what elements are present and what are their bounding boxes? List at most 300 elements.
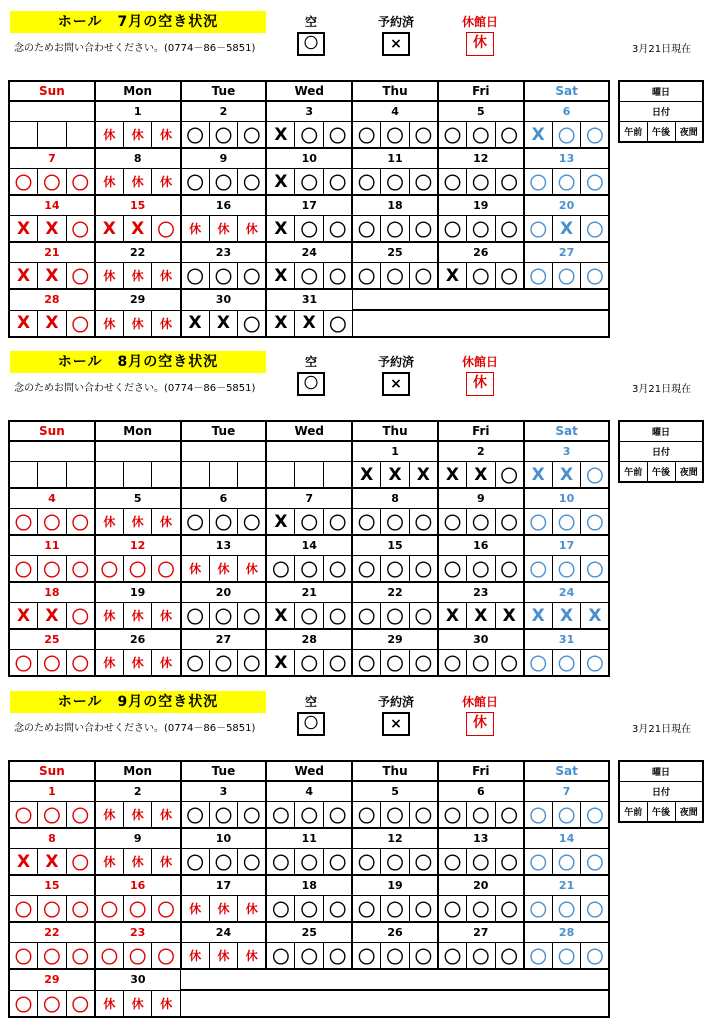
date-cell: 12 bbox=[438, 148, 524, 169]
slot-status bbox=[66, 122, 95, 149]
slot-status bbox=[266, 462, 295, 489]
slot-status: 〇 bbox=[9, 802, 38, 829]
date-cell bbox=[524, 969, 610, 990]
slot-status: 休 bbox=[123, 122, 152, 149]
date-cell: 7 bbox=[524, 781, 610, 802]
key-night: 夜間 bbox=[675, 802, 703, 823]
slot-status: 休 bbox=[123, 990, 152, 1017]
slot-status: 〇 bbox=[581, 216, 610, 243]
date-cell: 13 bbox=[181, 535, 267, 556]
slot-status: X bbox=[38, 216, 67, 243]
legend-symbol-box: 休 bbox=[466, 32, 494, 56]
slot-status: X bbox=[266, 310, 295, 337]
calendar-grid bbox=[8, 420, 610, 677]
date-cell: 18 bbox=[266, 875, 352, 896]
slot-status: 〇 bbox=[381, 509, 410, 536]
slot-status: 〇 bbox=[181, 122, 210, 149]
date-cell: 12 bbox=[95, 535, 181, 556]
legend-label: 休館日 bbox=[461, 355, 498, 369]
slot-status: 〇 bbox=[381, 556, 410, 583]
slot-status: 〇 bbox=[209, 650, 238, 677]
slot-status: X bbox=[581, 603, 610, 630]
slot-status: 〇 bbox=[581, 263, 610, 290]
slot-status: 〇 bbox=[209, 603, 238, 630]
legend-label: 予約済 bbox=[377, 355, 414, 369]
slot-status: X bbox=[524, 603, 553, 630]
slot-status: 〇 bbox=[552, 556, 581, 583]
slot-status: 〇 bbox=[95, 556, 124, 583]
slot-status: 〇 bbox=[38, 509, 67, 536]
date-cell: 15 bbox=[352, 535, 438, 556]
date-cell: 5 bbox=[352, 781, 438, 802]
slot-status: 休 bbox=[123, 310, 152, 337]
slot-status: 〇 bbox=[295, 650, 324, 677]
date-cell: 21 bbox=[524, 875, 610, 896]
slot-status: 〇 bbox=[524, 896, 553, 923]
empty-cell bbox=[409, 990, 438, 1017]
month-title: ホール 8月の空き状況 bbox=[10, 351, 266, 373]
slot-status: 〇 bbox=[552, 509, 581, 536]
slot-status: 〇 bbox=[66, 310, 95, 337]
date-cell: 20 bbox=[438, 875, 524, 896]
slot-status: X bbox=[409, 462, 438, 489]
slot-status: 〇 bbox=[352, 896, 381, 923]
date-cell: 22 bbox=[352, 582, 438, 603]
slot-status: 〇 bbox=[467, 849, 496, 876]
date-cell: 1 bbox=[352, 441, 438, 462]
slot-status: 〇 bbox=[9, 943, 38, 970]
legend-symbol-box: 〇 bbox=[297, 372, 325, 396]
slot-status bbox=[181, 462, 210, 489]
slot-status bbox=[66, 462, 95, 489]
date-cell: 4 bbox=[9, 488, 95, 509]
date-cell: 15 bbox=[9, 875, 95, 896]
date-cell: 3 bbox=[266, 101, 352, 122]
slot-status: 〇 bbox=[181, 849, 210, 876]
weekday-header: Thu bbox=[352, 761, 438, 781]
slot-status: 〇 bbox=[38, 802, 67, 829]
slot-status: 〇 bbox=[438, 169, 467, 196]
slot-status bbox=[238, 462, 267, 489]
slot-status: 〇 bbox=[495, 896, 524, 923]
slot-status: 〇 bbox=[66, 990, 95, 1017]
key-am: 午前 bbox=[619, 802, 647, 823]
slot-status: 休 bbox=[152, 603, 181, 630]
date-cell: 9 bbox=[438, 488, 524, 509]
empty-cell bbox=[238, 990, 267, 1017]
slot-status: X bbox=[524, 122, 553, 149]
slot-status: 〇 bbox=[438, 216, 467, 243]
date-cell: 30 bbox=[95, 969, 181, 990]
slot-status: 〇 bbox=[438, 509, 467, 536]
slot-status: 〇 bbox=[409, 556, 438, 583]
date-cell: 27 bbox=[524, 242, 610, 263]
date-cell: 29 bbox=[95, 289, 181, 310]
as-of-date: 3月21日現在 bbox=[632, 724, 692, 735]
slot-status: 〇 bbox=[38, 990, 67, 1017]
date-cell: 31 bbox=[266, 289, 352, 310]
date-cell: 27 bbox=[181, 629, 267, 650]
slot-status: 〇 bbox=[295, 122, 324, 149]
slot-status: 〇 bbox=[381, 650, 410, 677]
calendar-grid bbox=[8, 760, 610, 1018]
slot-status: 〇 bbox=[381, 169, 410, 196]
slot-status: 休 bbox=[95, 509, 124, 536]
weekday-header: Thu bbox=[352, 421, 438, 441]
date-cell: 29 bbox=[9, 969, 95, 990]
slot-status: 〇 bbox=[352, 603, 381, 630]
slot-status: 〇 bbox=[581, 896, 610, 923]
slot-status: 〇 bbox=[324, 556, 353, 583]
slot-status: X bbox=[266, 263, 295, 290]
slot-status: 〇 bbox=[266, 802, 295, 829]
slot-status bbox=[9, 462, 38, 489]
weekday-header: Fri bbox=[438, 761, 524, 781]
key-pm: 午後 bbox=[647, 462, 675, 483]
slot-status: 〇 bbox=[467, 802, 496, 829]
weekday-header: Sat bbox=[524, 421, 610, 441]
slot-status: 〇 bbox=[552, 263, 581, 290]
contact-note: 念のためお問い合わせください。(0774－86－5851) bbox=[14, 383, 256, 394]
slot-status: 〇 bbox=[38, 169, 67, 196]
slot-status: 〇 bbox=[152, 943, 181, 970]
key-date: 日付 bbox=[619, 102, 703, 122]
slot-status: 〇 bbox=[209, 849, 238, 876]
date-cell: 30 bbox=[438, 629, 524, 650]
legend-symbol-box: × bbox=[382, 712, 410, 736]
date-cell: 19 bbox=[95, 582, 181, 603]
date-cell bbox=[524, 289, 610, 310]
slot-status: 〇 bbox=[181, 802, 210, 829]
date-cell: 11 bbox=[266, 828, 352, 849]
slot-status: 〇 bbox=[352, 263, 381, 290]
slot-status: 〇 bbox=[324, 849, 353, 876]
slot-status: 〇 bbox=[524, 169, 553, 196]
slot-status: X bbox=[266, 509, 295, 536]
slot-status: 〇 bbox=[552, 943, 581, 970]
date-cell: 23 bbox=[438, 582, 524, 603]
slot-status: 〇 bbox=[409, 169, 438, 196]
date-cell: 4 bbox=[266, 781, 352, 802]
slot-status: 〇 bbox=[324, 509, 353, 536]
weekday-header: Wed bbox=[266, 761, 352, 781]
slot-status: X bbox=[266, 216, 295, 243]
slot-status: 休 bbox=[209, 943, 238, 970]
date-cell: 31 bbox=[524, 629, 610, 650]
slot-status: 〇 bbox=[66, 603, 95, 630]
slot-status: 〇 bbox=[9, 990, 38, 1017]
empty-cell bbox=[352, 310, 381, 337]
date-cell: 14 bbox=[266, 535, 352, 556]
date-cell: 3 bbox=[524, 441, 610, 462]
slot-status bbox=[38, 122, 67, 149]
slot-status: 休 bbox=[95, 310, 124, 337]
slot-status: 休 bbox=[95, 169, 124, 196]
weekday-header: Sun bbox=[9, 81, 95, 101]
legend-symbol-box: 休 bbox=[466, 712, 494, 736]
as-of-date: 3月21日現在 bbox=[632, 384, 692, 395]
date-cell: 6 bbox=[181, 488, 267, 509]
slot-status: 〇 bbox=[581, 650, 610, 677]
slot-status: 〇 bbox=[581, 943, 610, 970]
slot-status: 〇 bbox=[152, 556, 181, 583]
slot-status: 〇 bbox=[467, 216, 496, 243]
empty-cell bbox=[181, 990, 210, 1017]
slot-status: 〇 bbox=[381, 943, 410, 970]
key-date: 日付 bbox=[619, 782, 703, 802]
slot-status: X bbox=[38, 310, 67, 337]
key-pm: 午後 bbox=[647, 802, 675, 823]
contact-note: 念のためお問い合わせください。(0774－86－5851) bbox=[14, 723, 256, 734]
weekday-header: Tue bbox=[181, 761, 267, 781]
slot-status: 〇 bbox=[295, 556, 324, 583]
slot-status: X bbox=[38, 849, 67, 876]
slot-status: 〇 bbox=[524, 802, 553, 829]
slot-status: 〇 bbox=[238, 802, 267, 829]
date-cell bbox=[438, 969, 524, 990]
slot-status: 〇 bbox=[295, 509, 324, 536]
date-cell: 16 bbox=[95, 875, 181, 896]
date-cell: 26 bbox=[352, 922, 438, 943]
weekday-header: Sat bbox=[524, 761, 610, 781]
slot-status: 休 bbox=[123, 650, 152, 677]
slot-status: 休 bbox=[181, 556, 210, 583]
date-cell bbox=[95, 441, 181, 462]
slot-status: 〇 bbox=[9, 896, 38, 923]
date-cell: 3 bbox=[181, 781, 267, 802]
weekday-header: Wed bbox=[266, 421, 352, 441]
empty-cell bbox=[438, 990, 467, 1017]
slot-status: 〇 bbox=[524, 216, 553, 243]
month-section bbox=[0, 0, 716, 336]
empty-cell bbox=[438, 310, 467, 337]
slot-status: 〇 bbox=[467, 556, 496, 583]
weekday-header: Fri bbox=[438, 421, 524, 441]
date-cell: 29 bbox=[352, 629, 438, 650]
slot-status: 〇 bbox=[266, 943, 295, 970]
slot-status: 〇 bbox=[295, 216, 324, 243]
slot-status: X bbox=[295, 310, 324, 337]
empty-cell bbox=[381, 310, 410, 337]
key-am: 午前 bbox=[619, 122, 647, 143]
slot-status: X bbox=[95, 216, 124, 243]
slot-status: 〇 bbox=[238, 603, 267, 630]
date-cell: 25 bbox=[9, 629, 95, 650]
slot-status: 〇 bbox=[438, 943, 467, 970]
date-cell: 28 bbox=[524, 922, 610, 943]
slot-status: 〇 bbox=[123, 943, 152, 970]
date-cell: 4 bbox=[352, 101, 438, 122]
date-cell: 8 bbox=[9, 828, 95, 849]
slot-status: 〇 bbox=[438, 896, 467, 923]
date-cell: 7 bbox=[9, 148, 95, 169]
slot-status: X bbox=[9, 849, 38, 876]
date-cell bbox=[266, 441, 352, 462]
calendar-grid bbox=[8, 80, 610, 338]
slot-status: 〇 bbox=[524, 263, 553, 290]
slot-status: 〇 bbox=[352, 556, 381, 583]
slot-status: 〇 bbox=[467, 122, 496, 149]
date-cell: 10 bbox=[524, 488, 610, 509]
slot-status: 〇 bbox=[495, 169, 524, 196]
date-cell: 9 bbox=[181, 148, 267, 169]
date-cell: 16 bbox=[181, 195, 267, 216]
slot-status: 〇 bbox=[438, 556, 467, 583]
slot-status: X bbox=[123, 216, 152, 243]
slot-status: 〇 bbox=[495, 122, 524, 149]
month-title: ホール 7月の空き状況 bbox=[10, 11, 266, 33]
slot-status: 〇 bbox=[581, 556, 610, 583]
slot-status: 〇 bbox=[238, 122, 267, 149]
weekday-header: Sun bbox=[9, 421, 95, 441]
slot-status: 〇 bbox=[295, 896, 324, 923]
slot-status: 〇 bbox=[495, 943, 524, 970]
slot-status: 〇 bbox=[181, 169, 210, 196]
empty-cell bbox=[467, 310, 496, 337]
slot-status: 〇 bbox=[381, 122, 410, 149]
date-cell: 26 bbox=[438, 242, 524, 263]
slot-status: 〇 bbox=[66, 556, 95, 583]
slot-status: X bbox=[266, 169, 295, 196]
key-day: 曜日 bbox=[619, 81, 703, 102]
key-night: 夜間 bbox=[675, 122, 703, 143]
empty-cell bbox=[295, 990, 324, 1017]
slot-status: 休 bbox=[238, 556, 267, 583]
slot-status: 〇 bbox=[95, 943, 124, 970]
slot-status: 〇 bbox=[9, 509, 38, 536]
date-cell: 19 bbox=[352, 875, 438, 896]
slot-status: 〇 bbox=[409, 603, 438, 630]
slot-status: 〇 bbox=[409, 509, 438, 536]
slot-status bbox=[295, 462, 324, 489]
slot-status: 〇 bbox=[524, 556, 553, 583]
slot-status: 〇 bbox=[324, 896, 353, 923]
slot-status: 休 bbox=[95, 990, 124, 1017]
legend-label: 休館日 bbox=[461, 15, 498, 29]
slot-status: 休 bbox=[209, 556, 238, 583]
slot-status bbox=[123, 462, 152, 489]
slot-status: 〇 bbox=[66, 216, 95, 243]
slot-status: 〇 bbox=[152, 896, 181, 923]
slot-status: 休 bbox=[123, 509, 152, 536]
slot-status: 休 bbox=[123, 802, 152, 829]
date-cell: 8 bbox=[95, 148, 181, 169]
slot-status: 〇 bbox=[581, 122, 610, 149]
empty-cell bbox=[209, 990, 238, 1017]
slot-status: 〇 bbox=[324, 216, 353, 243]
slot-status: 〇 bbox=[495, 462, 524, 489]
weekday-header: Tue bbox=[181, 421, 267, 441]
slot-status: 〇 bbox=[324, 650, 353, 677]
slot-status: 〇 bbox=[238, 849, 267, 876]
slot-status: X bbox=[38, 603, 67, 630]
slot-status: X bbox=[266, 122, 295, 149]
slot-status: X bbox=[9, 216, 38, 243]
slot-status: 〇 bbox=[324, 310, 353, 337]
date-cell: 24 bbox=[524, 582, 610, 603]
slot-status bbox=[152, 462, 181, 489]
date-cell: 24 bbox=[181, 922, 267, 943]
slot-status: 休 bbox=[152, 802, 181, 829]
month-section bbox=[0, 340, 716, 675]
empty-cell bbox=[467, 990, 496, 1017]
slot-status: 〇 bbox=[552, 802, 581, 829]
slot-status: 〇 bbox=[9, 169, 38, 196]
slot-status: 〇 bbox=[295, 849, 324, 876]
slot-status: 〇 bbox=[266, 556, 295, 583]
slot-status: 休 bbox=[95, 650, 124, 677]
legend-label: 予約済 bbox=[377, 695, 414, 709]
slot-status: 〇 bbox=[495, 650, 524, 677]
slot-status: 〇 bbox=[295, 169, 324, 196]
date-cell: 6 bbox=[438, 781, 524, 802]
date-cell: 5 bbox=[95, 488, 181, 509]
slot-status: X bbox=[467, 603, 496, 630]
slot-status: 〇 bbox=[266, 896, 295, 923]
date-cell: 22 bbox=[95, 242, 181, 263]
slot-status: 〇 bbox=[324, 603, 353, 630]
empty-cell bbox=[524, 310, 553, 337]
slot-status: 〇 bbox=[552, 849, 581, 876]
slot-status: 〇 bbox=[66, 943, 95, 970]
slot-status: 〇 bbox=[66, 896, 95, 923]
slot-status: 休 bbox=[95, 263, 124, 290]
slot-status: 休 bbox=[95, 122, 124, 149]
slot-status: 〇 bbox=[181, 603, 210, 630]
slot-status: 休 bbox=[123, 169, 152, 196]
date-cell: 27 bbox=[438, 922, 524, 943]
slot-status: 〇 bbox=[295, 943, 324, 970]
slot-status: 〇 bbox=[467, 263, 496, 290]
slot-status: 〇 bbox=[324, 943, 353, 970]
slot-status: 〇 bbox=[409, 802, 438, 829]
date-cell: 19 bbox=[438, 195, 524, 216]
slot-status bbox=[9, 122, 38, 149]
slot-status: 〇 bbox=[552, 896, 581, 923]
legend-key bbox=[618, 80, 704, 143]
legend-label: 空 bbox=[304, 695, 317, 709]
slot-status: 〇 bbox=[495, 556, 524, 583]
date-cell: 10 bbox=[181, 828, 267, 849]
key-day: 曜日 bbox=[619, 421, 703, 442]
slot-status: 〇 bbox=[352, 650, 381, 677]
slot-status: X bbox=[266, 650, 295, 677]
slot-status: 〇 bbox=[524, 650, 553, 677]
slot-status: 〇 bbox=[123, 556, 152, 583]
slot-status: 〇 bbox=[581, 802, 610, 829]
slot-status: 〇 bbox=[581, 462, 610, 489]
date-cell: 11 bbox=[9, 535, 95, 556]
legend-symbol-box: × bbox=[382, 372, 410, 396]
month-section bbox=[0, 680, 716, 1016]
slot-status: X bbox=[438, 263, 467, 290]
slot-status: 〇 bbox=[295, 603, 324, 630]
slot-status: 〇 bbox=[352, 849, 381, 876]
legend-symbol-box: × bbox=[382, 32, 410, 56]
slot-status: 〇 bbox=[9, 650, 38, 677]
slot-status: 〇 bbox=[552, 169, 581, 196]
slot-status: X bbox=[438, 603, 467, 630]
slot-status: 〇 bbox=[581, 849, 610, 876]
slot-status: X bbox=[552, 216, 581, 243]
slot-status: X bbox=[38, 263, 67, 290]
slot-status: 休 bbox=[209, 216, 238, 243]
slot-status: 〇 bbox=[266, 849, 295, 876]
weekday-header: Thu bbox=[352, 81, 438, 101]
slot-status: X bbox=[9, 603, 38, 630]
weekday-header: Mon bbox=[95, 761, 181, 781]
slot-status: 〇 bbox=[438, 802, 467, 829]
